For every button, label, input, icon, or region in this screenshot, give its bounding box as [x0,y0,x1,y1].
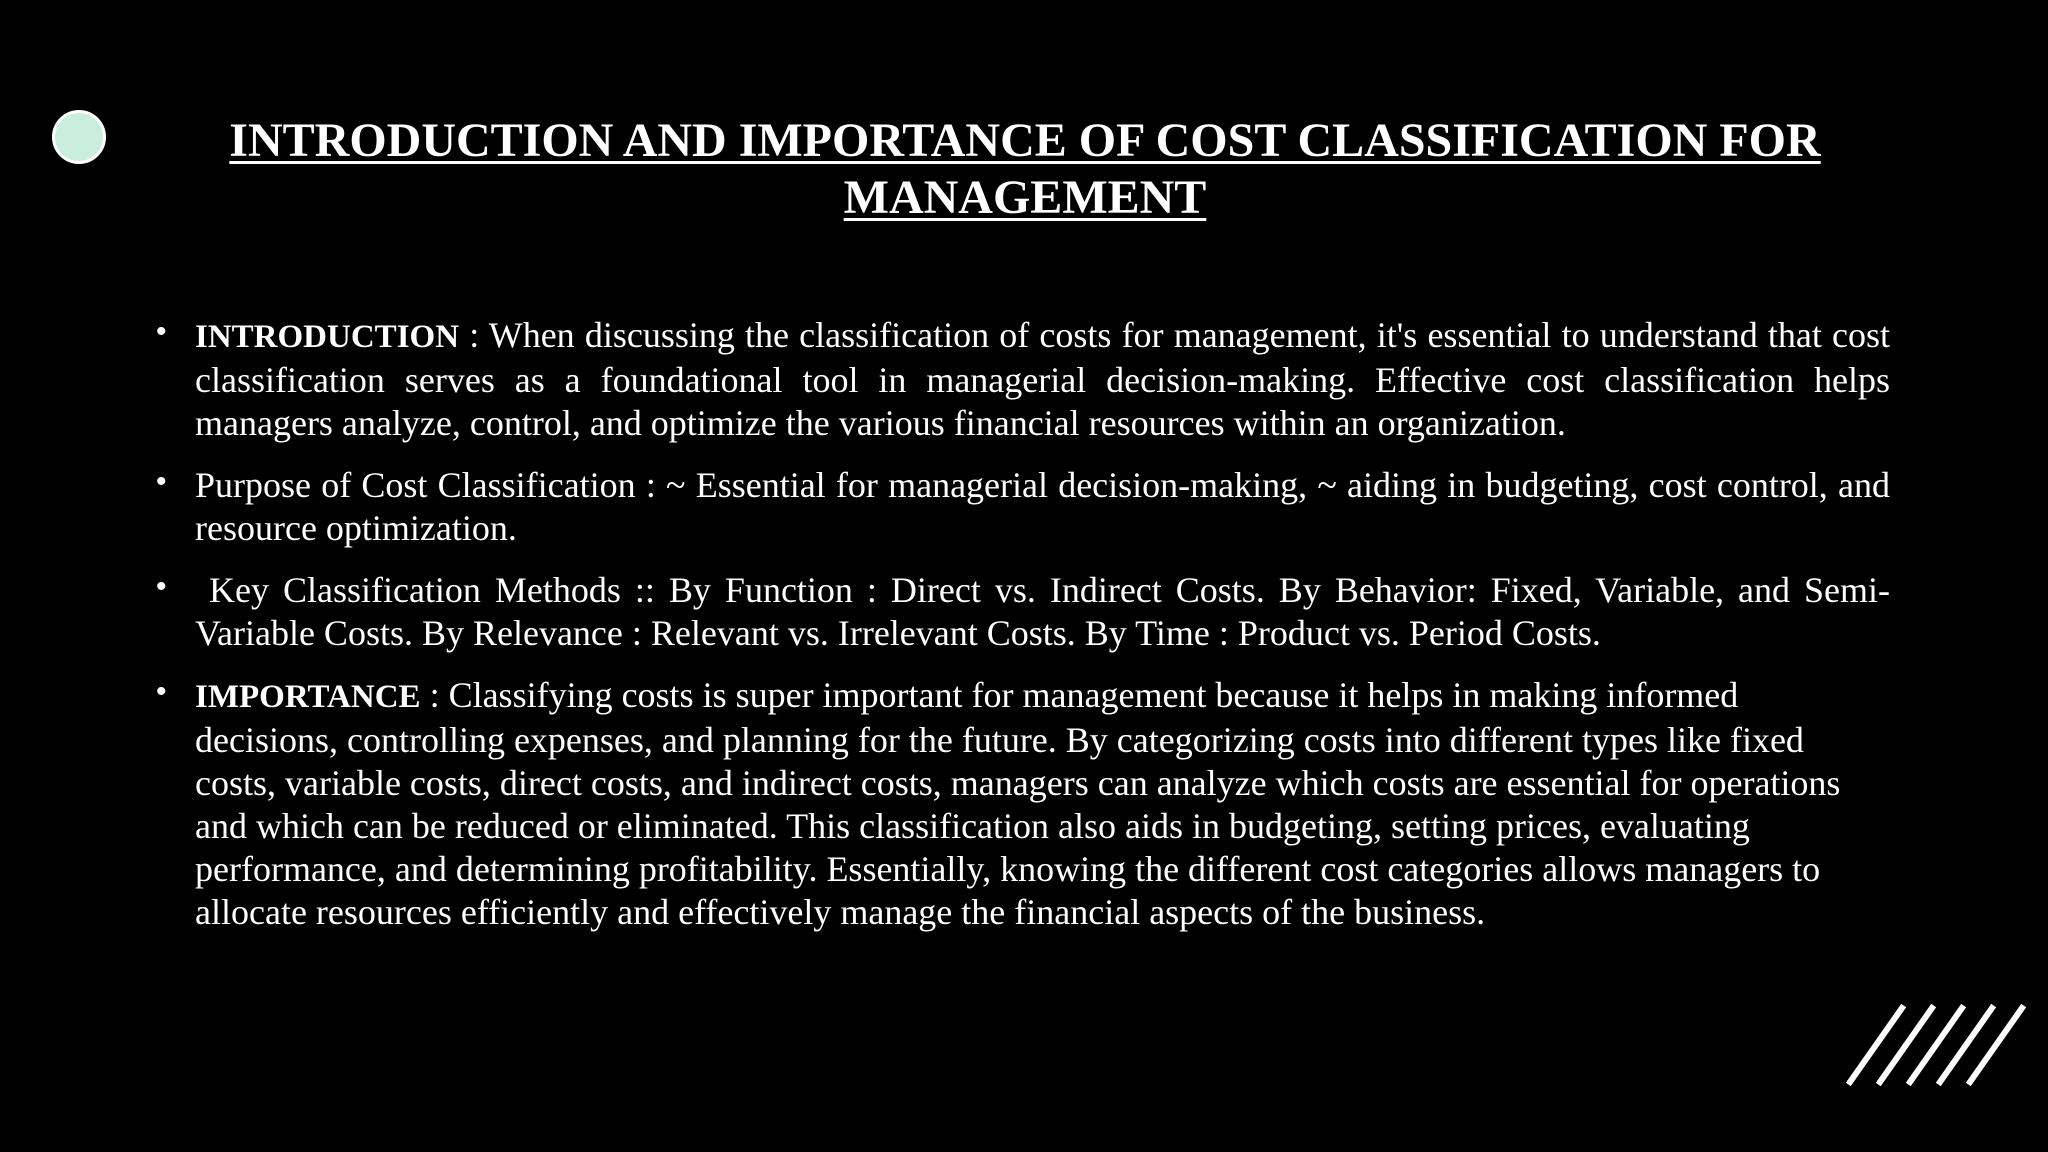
bullet-lead: INTRODUCTION [195,319,460,355]
bullet-lead: IMPORTANCE [195,679,421,715]
bullet-marker-icon: • [156,570,167,603]
bullet-list [150,314,1890,953]
bullet-text: Purpose of Cost Classification : ~ Essential for managerial decision-making, ~ aiding in budgeting, cost control, and resource optimization. [195,465,1890,548]
bullet-text: Key Classification Methods :: By Function : Direct vs. Indirect Costs. By Behavior: Fixed, Variable, and Semi-Variable Costs. By Relevance : Relevant vs. Irrelevant Costs. By Time : Product vs. Period Costs. [195,570,1891,653]
diagonal-stripes-icon [1846,1004,2026,1086]
bullet-body [195,314,1890,445]
slide-title [150,112,1900,226]
bullet-body [195,674,1890,934]
bullet-marker-icon: • [156,465,167,498]
title-line-1: INTRODUCTION AND IMPORTANCE OF COST CLASSIFICATION FOR [229,114,1821,167]
title-line-2: MANAGEMENT [843,171,1207,224]
bullet-marker-icon: • [156,675,167,708]
bullet-marker-icon: • [156,315,167,348]
bullet-importance [150,674,1890,934]
bullet-body [195,464,1890,550]
circle-accent-icon [52,110,106,164]
bullet-introduction [150,314,1890,445]
bullet-text: : When discussing the classification of costs for management, it's essential to understand that cost classification serves as a foundational tool in managerial decision-making. Effective cost classification helps managers analyze, control, and optimize the various financial resources within an organization. [195,315,1890,443]
bullet-purpose [150,464,1890,550]
bullet-text: : Classifying costs is super important for management because it helps in making informed decisions, controlling expenses, and planning for the future. By categorizing costs into different types like fixed costs, variable costs, direct costs, and indirect costs, managers can analyze which costs are essential for operations and which can be reduced or eliminated. This classification also aids in budgeting, setting prices, evaluating performance, and determining profitability. Essentially, knowing the different cost categories allows managers to allocate resources efficiently and effectively manage the financial aspects of the business. [195,675,1841,932]
bullet-key-methods [150,569,1890,655]
bullet-body [195,569,1890,655]
